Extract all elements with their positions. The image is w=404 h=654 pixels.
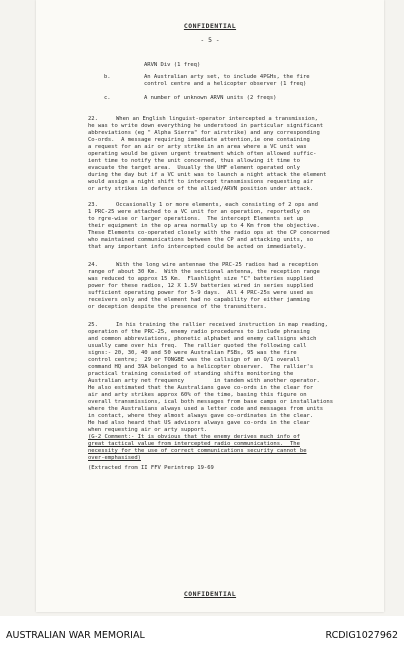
paragraph-line: operating would be given urgent treatment which often allowed suffic- <box>88 151 317 157</box>
paragraph-line: usually came over his freq. The rallier quoted the following call <box>88 343 307 349</box>
paragraph-line: ient time to notify the unit concerned, thus allowing it time to <box>88 158 300 164</box>
comment-line: great tactical value from intercepted radio communications. The <box>88 441 300 447</box>
paragraph-line: during the day but if a VC unit was to launch a night attack the element <box>88 172 327 178</box>
archive-name: AUSTRALIAN WAR MEMORIAL <box>6 630 145 641</box>
extract-line: (Extracted from II FFV Perintrep 19-69 <box>88 465 214 471</box>
paragraph-line: their equipment in the op area normally up to 4 Km from the objective. <box>88 223 320 229</box>
paragraph-number: 23. <box>88 202 98 208</box>
paragraph-line: or deception despite the presence of the transmitters. <box>88 304 267 310</box>
archive-footer <box>0 616 404 654</box>
paragraph-line: He had also heard that US advisors always gave co-ords in the clear <box>88 420 310 426</box>
paragraph-line: when requesting air or arty support. <box>88 427 208 433</box>
paragraph-number: 24. <box>88 262 98 268</box>
item-text: control centre and a helicopter observer (1 freq) <box>144 81 307 87</box>
item-letter: b. <box>104 74 111 80</box>
paragraph-line: power for these radios, 12 X 1.5V batteries wired in series supplied <box>88 283 314 289</box>
paragraph-line: evacuate the target area. Usually the UHF element operated only <box>88 165 300 171</box>
paragraph-line: Australian arty net frequency in tandem with another operator. <box>88 378 320 384</box>
paragraph-line: operation of the PRC-25, enemy radio procedures to include phrasing <box>88 329 310 335</box>
paragraph-line: 1 PRC-25 were attached to a VC unit for an operation, reportedly on <box>88 209 310 215</box>
paragraph-line: command HQ and 39A belonged to a helicopter observer. The rallier's <box>88 364 314 370</box>
paragraph-line: in contact, where they almost always gave co-ordinates in the clear. <box>88 413 314 419</box>
paragraph-line: overall transmissions, ical both messages from base camps or installations <box>88 399 334 405</box>
paragraph-line: With the long wire antennae the PRC-25 radios had a reception <box>116 262 318 268</box>
comment-line: (G-2 Comment:- It is obvious that the enemy derives much info of <box>88 434 300 440</box>
paragraph-line: he was to write down everything he understood in particular significant <box>88 123 324 129</box>
paragraph-line: air and arty strikes approx 60% of the time, basing this figure on <box>88 392 307 398</box>
paragraph-line: a request for an air or arty strike in an area where a VC unit was <box>88 144 307 150</box>
paragraph-line: or arty strikes in defence of the allied/ARVN position under attack. <box>88 186 314 192</box>
comment-line: over-emphasised) <box>88 455 141 461</box>
item-letter: c. <box>104 95 111 101</box>
paragraph-line: would assign a night shift to intercept transmissions requesting air <box>88 179 314 185</box>
paragraph-line: control centre; 29 or TONGBE was the callsign of an O/1 overall <box>88 357 300 363</box>
classification-header: CONFIDENTIAL <box>183 22 237 30</box>
document-page <box>36 0 384 612</box>
paragraph-line: He also estimated that the Australians gave co-ords in the clear for <box>88 385 314 391</box>
record-id: RCDIG1027962 <box>325 630 398 641</box>
item-text: A number of unknown ARVN units (2 freqs) <box>144 95 277 101</box>
paragraph-line: to rgre-wise or larger operations. The intercept Elements set up <box>88 216 304 222</box>
item-text: An Australian arty set, to include 4PGHs, the fire <box>144 74 310 80</box>
arvn-line: ARVN Div (1 freq) <box>144 62 201 68</box>
paragraph-line: These Elements co-operated closely with the radio ops at the CP concerned <box>88 230 330 236</box>
paragraph-line: Occasionally 1 or more elements, each consisting of 2 ops and <box>116 202 318 208</box>
paragraph-line: When an English linguist-operator intercepted a transmission, <box>116 116 318 122</box>
paragraph-line: where the Australians always used a letter code and messages from units <box>88 406 324 412</box>
paragraph-line: practical training consisted of standing shifts monitoring the <box>88 371 294 377</box>
paragraph-number: 22. <box>88 116 98 122</box>
paragraph-line: Co-ords. A message requiring immediate attention,ie one containing <box>88 137 310 143</box>
comment-line: necessity for the use of correct communications security cannot be <box>88 448 307 454</box>
paragraph-line: range of about 30 Km. With the sectional antenna, the reception range <box>88 269 320 275</box>
paragraph-line: was reduced to approx 15 Km. Flashlight size "C" batteries supplied <box>88 276 314 282</box>
paragraph-line: and common abbreviations, phonetic alphabet and enemy callsigns which <box>88 336 317 342</box>
paragraph-line: sufficient operating power for 5-9 days. All 4 PRC-25s were used as <box>88 290 314 296</box>
paragraph-line: signs:- 20, 30, 40 and 50 were Australian FSBs, 95 was the fire <box>88 350 297 356</box>
paragraph-line: In his training the rallier received instruction in map reading, <box>116 322 328 328</box>
page-number: - 5 - <box>200 36 220 44</box>
paragraph-line: that any important info intercepted could be acted on immediately. <box>88 244 307 250</box>
classification-footer: CONFIDENTIAL <box>183 590 237 598</box>
paragraph-number: 25. <box>88 322 98 328</box>
paragraph-line: who maintained communications between the CP and attacking units, so <box>88 237 314 243</box>
paragraph-line: abbreviations (eg " Alpha Sierra" for airstrike) and any corresponding <box>88 130 320 136</box>
paragraph-line: receivers only and the element had no capability for either jamming <box>88 297 310 303</box>
